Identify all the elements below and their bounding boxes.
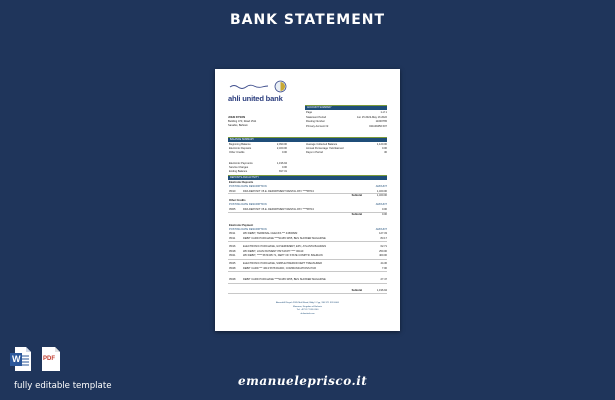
payment-date: 05/16	[229, 245, 236, 248]
footer-line: ahliunited.com	[300, 312, 315, 315]
summary-value: 021109456 607	[369, 124, 387, 128]
credit-subtotal: 0.00	[381, 212, 387, 216]
row-divider	[228, 193, 387, 194]
summary-value: Jun 15 2022-May 16 2022	[356, 115, 387, 119]
pdf-document-icon	[40, 346, 60, 372]
summary-label: Routing Number	[306, 120, 325, 123]
balance-value: 2,320.00	[276, 147, 287, 150]
balance-summary-header: BALANCE SUMMARY	[228, 138, 387, 142]
row-divider	[228, 293, 387, 294]
payment-date: 05/21	[229, 254, 236, 257]
balance-label: Average Collected Balance	[306, 143, 338, 146]
amount-column-header: AMOUNT	[375, 185, 387, 188]
customer-name: JOHN DYSON	[228, 116, 246, 119]
payment-amount: 27.47	[380, 278, 387, 281]
summary-value: 1 of 1	[380, 111, 387, 114]
balance-value: 0.00	[281, 166, 287, 169]
summary-value: 11000765	[375, 120, 387, 123]
balance-label: Annual Percentage Yield Earned	[306, 147, 344, 150]
row-divider	[228, 212, 387, 213]
payment-amount: 44.36	[380, 262, 387, 265]
deposit-description: DDA DEPOSIT / B.E. DEPARTMENT RENTAL PAY ****58713	[243, 190, 314, 193]
posting-column-header: POSTING DATE DESCRIPTION	[229, 203, 267, 206]
balance-label: Service Charges	[229, 166, 249, 169]
word-letter: W	[12, 354, 21, 364]
amount-column-header: AMOUNT	[375, 228, 387, 231]
payment-description: ELECTRONIC PURCHASE, GOVERNMENT, EPC, ATLANTA BAHRAIN	[243, 245, 327, 248]
electronic-deposits-label: Electronic Deposits	[229, 181, 254, 184]
balance-value: 30	[384, 151, 387, 154]
editable-template-caption: fully editable template	[14, 381, 112, 391]
balance-value: 1,120.00	[376, 143, 387, 146]
payment-date: 05/25	[229, 262, 236, 265]
balance-value: 817.31	[279, 170, 287, 173]
balance-label: Beginning Balance	[229, 143, 251, 146]
summary-label: Statement Period	[306, 115, 327, 119]
deposit-amount: 1,320.00	[376, 190, 387, 193]
balance-label: Other Credits	[229, 151, 245, 154]
payment-description: WD DEBIT, TERMINAL CHECKS *** 44500682	[243, 232, 298, 235]
website-link[interactable]: emanueleprisco.it	[238, 374, 368, 388]
payment-description: WD DEBIT, LOAN PAYMENT PMT-RCPT **** 00410	[243, 249, 304, 253]
payment-date: 05/28	[229, 278, 236, 281]
activity-header: DEPOSITS AND ACTIVITY	[228, 176, 387, 180]
customer-address-line1: Building 473, Road 1511	[228, 120, 257, 123]
payment-description: ELECTRONIC PURCHASE, SIMPLE PREPAID DEPT TREASURER	[243, 262, 322, 265]
other-credits-label: Other Credits	[229, 199, 246, 202]
posting-column-header: POSTING DATE DESCRIPTION	[229, 185, 267, 188]
word-document-icon	[10, 346, 30, 372]
deposit-date: 05/10	[229, 190, 236, 193]
deposit-subtotal: 1,320.00	[376, 194, 387, 197]
footer-line: Manama, Kingdom of Bahrain	[293, 305, 322, 308]
payment-description: DEBIT CARD *** 4613 5678 RADIO, COMMUNICATIONS PUR	[243, 266, 316, 270]
subtotal-label: Subtotal	[351, 212, 362, 216]
electronic-payment-label: Electronic Payment	[229, 224, 254, 227]
credit-date: 05/05	[229, 208, 236, 211]
payment-description: DEBIT CARD PURCHASE ****94165 3355, BHS SHOWER MAGAZINE	[243, 278, 326, 281]
balance-value: 2,090.00	[276, 143, 287, 146]
account-summary-header: ACCOUNT SUMMARY	[305, 106, 387, 110]
payment-amount: 7.00	[381, 266, 387, 270]
payment-date: 05/11	[229, 232, 236, 235]
balance-value: 1,196.94	[276, 162, 287, 165]
row-divider	[228, 271, 387, 272]
row-divider	[228, 283, 387, 284]
payment-date: 05/18	[229, 249, 236, 253]
payment-date: 05/28	[229, 266, 236, 270]
row-divider	[228, 259, 387, 260]
payment-subtotal: 1,196.94	[376, 289, 387, 292]
footer-line: Ahmed Al Dayeh 2305 Mall Road, Bldg.1 Cyp, 330 971 333 4000	[276, 302, 339, 304]
customer-address-line2: Sanabis, Bahrain	[228, 124, 248, 127]
payment-amount: 250.00	[379, 249, 387, 253]
payment-amount: 83.17	[380, 236, 387, 240]
pdf-label: PDF	[43, 356, 55, 362]
subtotal-label: Subtotal	[351, 289, 362, 292]
balance-label: Days in Period	[306, 151, 323, 154]
page-title: BANK STATEMENT	[229, 12, 386, 28]
arabic-logo-text-icon	[229, 83, 267, 88]
subtotal-label: Subtotal	[351, 194, 362, 197]
footer-line: Tel: +973 17 533 6100	[296, 309, 319, 311]
payment-amount: 62.71	[380, 245, 387, 248]
summary-label: Primary Account Nr.	[306, 124, 329, 128]
payment-description: WD DEBIT, ***** 5674305 71, DEPT OF STATE COMPTR. BAHRAIN	[243, 254, 323, 257]
amount-column-header: AMOUNT	[375, 203, 387, 206]
balance-value: 0.00	[281, 151, 287, 154]
payment-date: 05/11	[229, 236, 236, 240]
payment-amount: 127.33	[379, 232, 387, 235]
statement-document	[215, 69, 400, 331]
credit-amount: 0.00	[381, 208, 387, 211]
bank-name-logo: ahli united bank	[228, 94, 283, 103]
summary-label: Page	[306, 111, 313, 114]
payment-description: DEBIT CARD PURCHASE ****94165 3355, BHS SHOWER MAGAZINE	[243, 236, 326, 240]
balance-label: Ending Balance	[229, 170, 248, 173]
balance-label: Electronic Payments	[229, 162, 253, 165]
balance-label: Electronic Deposits	[229, 147, 252, 150]
payment-amount: 400.00	[379, 254, 387, 257]
file-format-icons	[10, 346, 70, 374]
balance-value: 0.00	[381, 147, 387, 150]
posting-column-header: POSTING DATE DESCRIPTION	[229, 228, 267, 231]
credit-description: DDA DEPOSIT / B.E. DEPARTMENT RENTAL PAY ****58713	[243, 208, 314, 211]
row-divider	[228, 241, 387, 242]
bank-emblem-icon	[274, 80, 287, 93]
